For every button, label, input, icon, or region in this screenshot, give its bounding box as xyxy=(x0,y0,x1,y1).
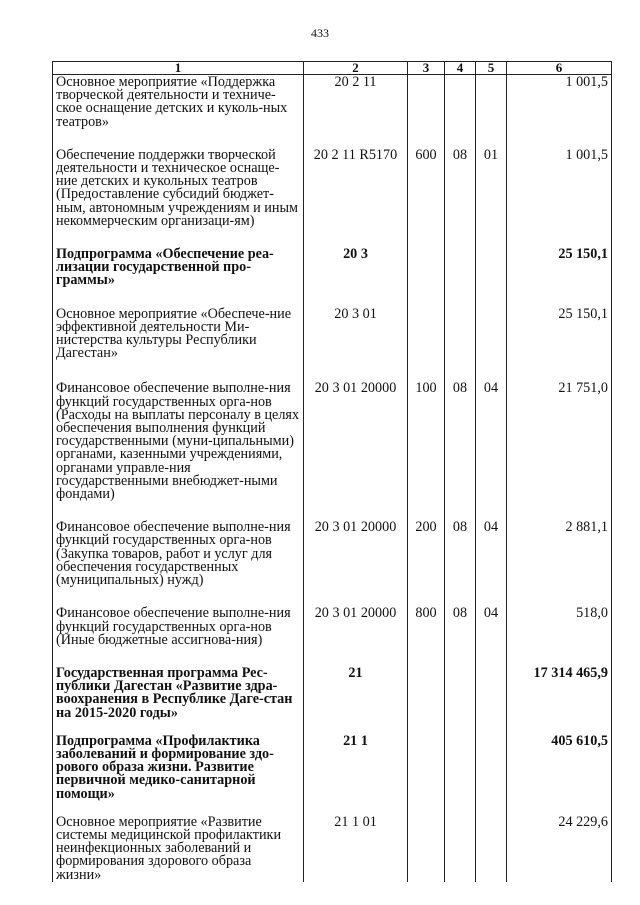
row-code: 20 2 11 R5170 xyxy=(304,149,408,248)
row-expense-type: 600 xyxy=(408,149,445,248)
row-section xyxy=(445,308,476,383)
row-subsection xyxy=(476,75,507,149)
row-expense-type xyxy=(408,735,445,816)
row-amount: 25 150,1 xyxy=(507,308,612,383)
row-expense-type xyxy=(408,248,445,308)
row-code: 20 3 01 20000 xyxy=(304,382,408,521)
column-header: 5 xyxy=(476,62,507,75)
row-section xyxy=(445,667,476,735)
row-code: 20 2 11 xyxy=(304,75,408,149)
row-amount: 25 150,1 xyxy=(507,248,612,308)
row-section: 08 xyxy=(445,382,476,521)
row-code: 20 3 01 20000 xyxy=(304,521,408,607)
row-section xyxy=(445,248,476,308)
row-subsection xyxy=(476,248,507,308)
table-row xyxy=(53,521,612,607)
row-name: Государственная программа Рес-публики Дагестан «Развитие здра-воохранения в Республике Даге-стан на 2015-2020 годы» xyxy=(53,667,304,735)
row-expense-type: 200 xyxy=(408,521,445,607)
page-number: 433 xyxy=(311,26,329,40)
row-name: Финансовое обеспечение выполне-ния функций государственных орга-нов (Закупка товаров, работ и услуг для обеспечения государственных (муниципальных) нужд) xyxy=(53,521,304,607)
column-header: 4 xyxy=(445,62,476,75)
column-header: 2 xyxy=(304,62,408,75)
table-header-row xyxy=(53,62,612,75)
row-expense-type: 800 xyxy=(408,607,445,667)
row-code: 21 1 01 xyxy=(304,816,408,882)
row-subsection: 04 xyxy=(476,607,507,667)
table-row xyxy=(53,308,612,383)
row-subsection xyxy=(476,667,507,735)
row-name: Финансовое обеспечение выполне-ния функций государственных орга-нов (Расходы на выплаты персоналу в целях обеспечения выполнения функций государственными (муни-ципальными) органами, казенными учреждениями, органами управле-ния государственными внебюджет-ными фондами) xyxy=(53,382,304,521)
row-section xyxy=(445,75,476,149)
row-code: 21 1 xyxy=(304,735,408,816)
table-row xyxy=(53,667,612,735)
column-header: 6 xyxy=(507,62,612,75)
row-name: Подпрограмма «Обеспечение реа-лизации государственной про-граммы» xyxy=(53,248,304,308)
row-subsection xyxy=(476,735,507,816)
row-code: 20 3 01 xyxy=(304,308,408,383)
table-row xyxy=(53,75,612,149)
row-name: Обеспечение поддержки творческой деятельности и техническое оснаще-ние детских и кукольных театров (Предоставление субсидий бюджет-ным, автономным учреждениям и иным некоммерческим организаци-ям) xyxy=(53,149,304,248)
table-row xyxy=(53,248,612,308)
column-header: 3 xyxy=(408,62,445,75)
column-header: 1 xyxy=(53,62,304,75)
row-amount: 17 314 465,9 xyxy=(507,667,612,735)
table-row xyxy=(53,735,612,816)
table-row xyxy=(53,816,612,882)
row-section xyxy=(445,735,476,816)
row-amount: 1 001,5 xyxy=(507,149,612,248)
row-code: 21 xyxy=(304,667,408,735)
row-subsection: 04 xyxy=(476,382,507,521)
row-amount: 518,0 xyxy=(507,607,612,667)
row-section xyxy=(445,816,476,882)
row-amount: 405 610,5 xyxy=(507,735,612,816)
row-name: Финансовое обеспечение выполне-ния функций государственных орга-нов (Иные бюджетные ассигнова-ния) xyxy=(53,607,304,667)
row-subsection: 01 xyxy=(476,149,507,248)
row-amount: 2 881,1 xyxy=(507,521,612,607)
row-expense-type xyxy=(408,308,445,383)
row-name: Основное мероприятие «Поддержка творческой деятельности и техниче-ское оснащение детских и куколь-ных театров» xyxy=(53,75,304,149)
row-code: 20 3 xyxy=(304,248,408,308)
row-name: Основное мероприятие «Обеспече-ние эффективной деятельности Ми-нистерства культуры Республики Дагестан» xyxy=(53,308,304,383)
row-section: 08 xyxy=(445,149,476,248)
row-expense-type xyxy=(408,667,445,735)
row-expense-type: 100 xyxy=(408,382,445,521)
row-section: 08 xyxy=(445,607,476,667)
row-amount: 1 001,5 xyxy=(507,75,612,149)
row-subsection xyxy=(476,816,507,882)
budget-table xyxy=(52,61,612,882)
row-section: 08 xyxy=(445,521,476,607)
row-name: Подпрограмма «Профилактика заболеваний и формирование здо-рового образа жизни. Развитие первичной медико-санитарной помощи» xyxy=(53,735,304,816)
table-row xyxy=(53,382,612,521)
row-name: Основное мероприятие «Развитие системы медицинской профилактики неинфекционных заболеваний и формирования здорового образа жизни» xyxy=(53,816,304,882)
row-subsection xyxy=(476,308,507,383)
table-row xyxy=(53,149,612,248)
row-subsection: 04 xyxy=(476,521,507,607)
row-expense-type xyxy=(408,75,445,149)
row-amount: 21 751,0 xyxy=(507,382,612,521)
row-amount: 24 229,6 xyxy=(507,816,612,882)
row-expense-type xyxy=(408,816,445,882)
row-code: 20 3 01 20000 xyxy=(304,607,408,667)
table-row xyxy=(53,607,612,667)
